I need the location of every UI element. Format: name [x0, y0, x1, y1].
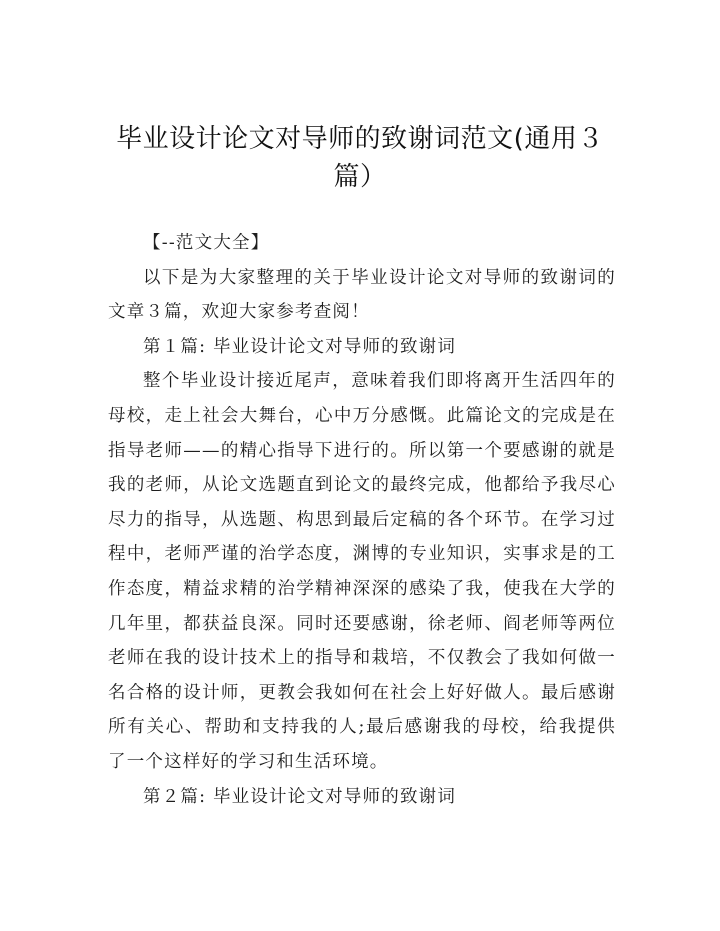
section-1-heading: 第１篇: 毕业设计论文对导师的致谢词: [143, 336, 457, 357]
section-1-body: 整个毕业设计接近尾声，意味着我们即将离开生活四年的母校，走上社会大舞台，心中万分感慨。此篇论文的完成是在指导老师——的精心指导下进行的。所以第一个要感谢的就是我的老师，从论文选题直到论文的最终完成，他都给予我尽心尽力的指导，从选题、构思到最后定稿的各个环节。在学习过程中，老师严谨的治学态度，渊博的专业知识，实事求是的工作态度，精益求精的治学精神深深的感染了我，使我在大学的几年里，都获益良深。同时还要感谢，徐老师、阎老师等两位老师在我的设计技术上的指导和栽培，不仅教会了我如何做一名合格的设计师，更教会我如何在社会上好好做人。最后感谢所有关心、帮助和支持我的人;最后感谢我的母校，给我提供了一个这样好的学习和生活环境。: [108, 371, 616, 772]
document-title: 毕业设计论文对导师的致谢词范文(通用３篇）: [116, 124, 604, 192]
category-tag: 【--范文大全】: [143, 233, 270, 253]
section-2-heading: 第２篇: 毕业设计论文对导师的致谢词: [143, 786, 457, 807]
document-body: [108, 226, 616, 814]
intro-paragraph: 以下是为大家整理的关于毕业设计论文对导师的致谢词的文章３篇，欢迎大家参考查阅！: [108, 267, 616, 323]
